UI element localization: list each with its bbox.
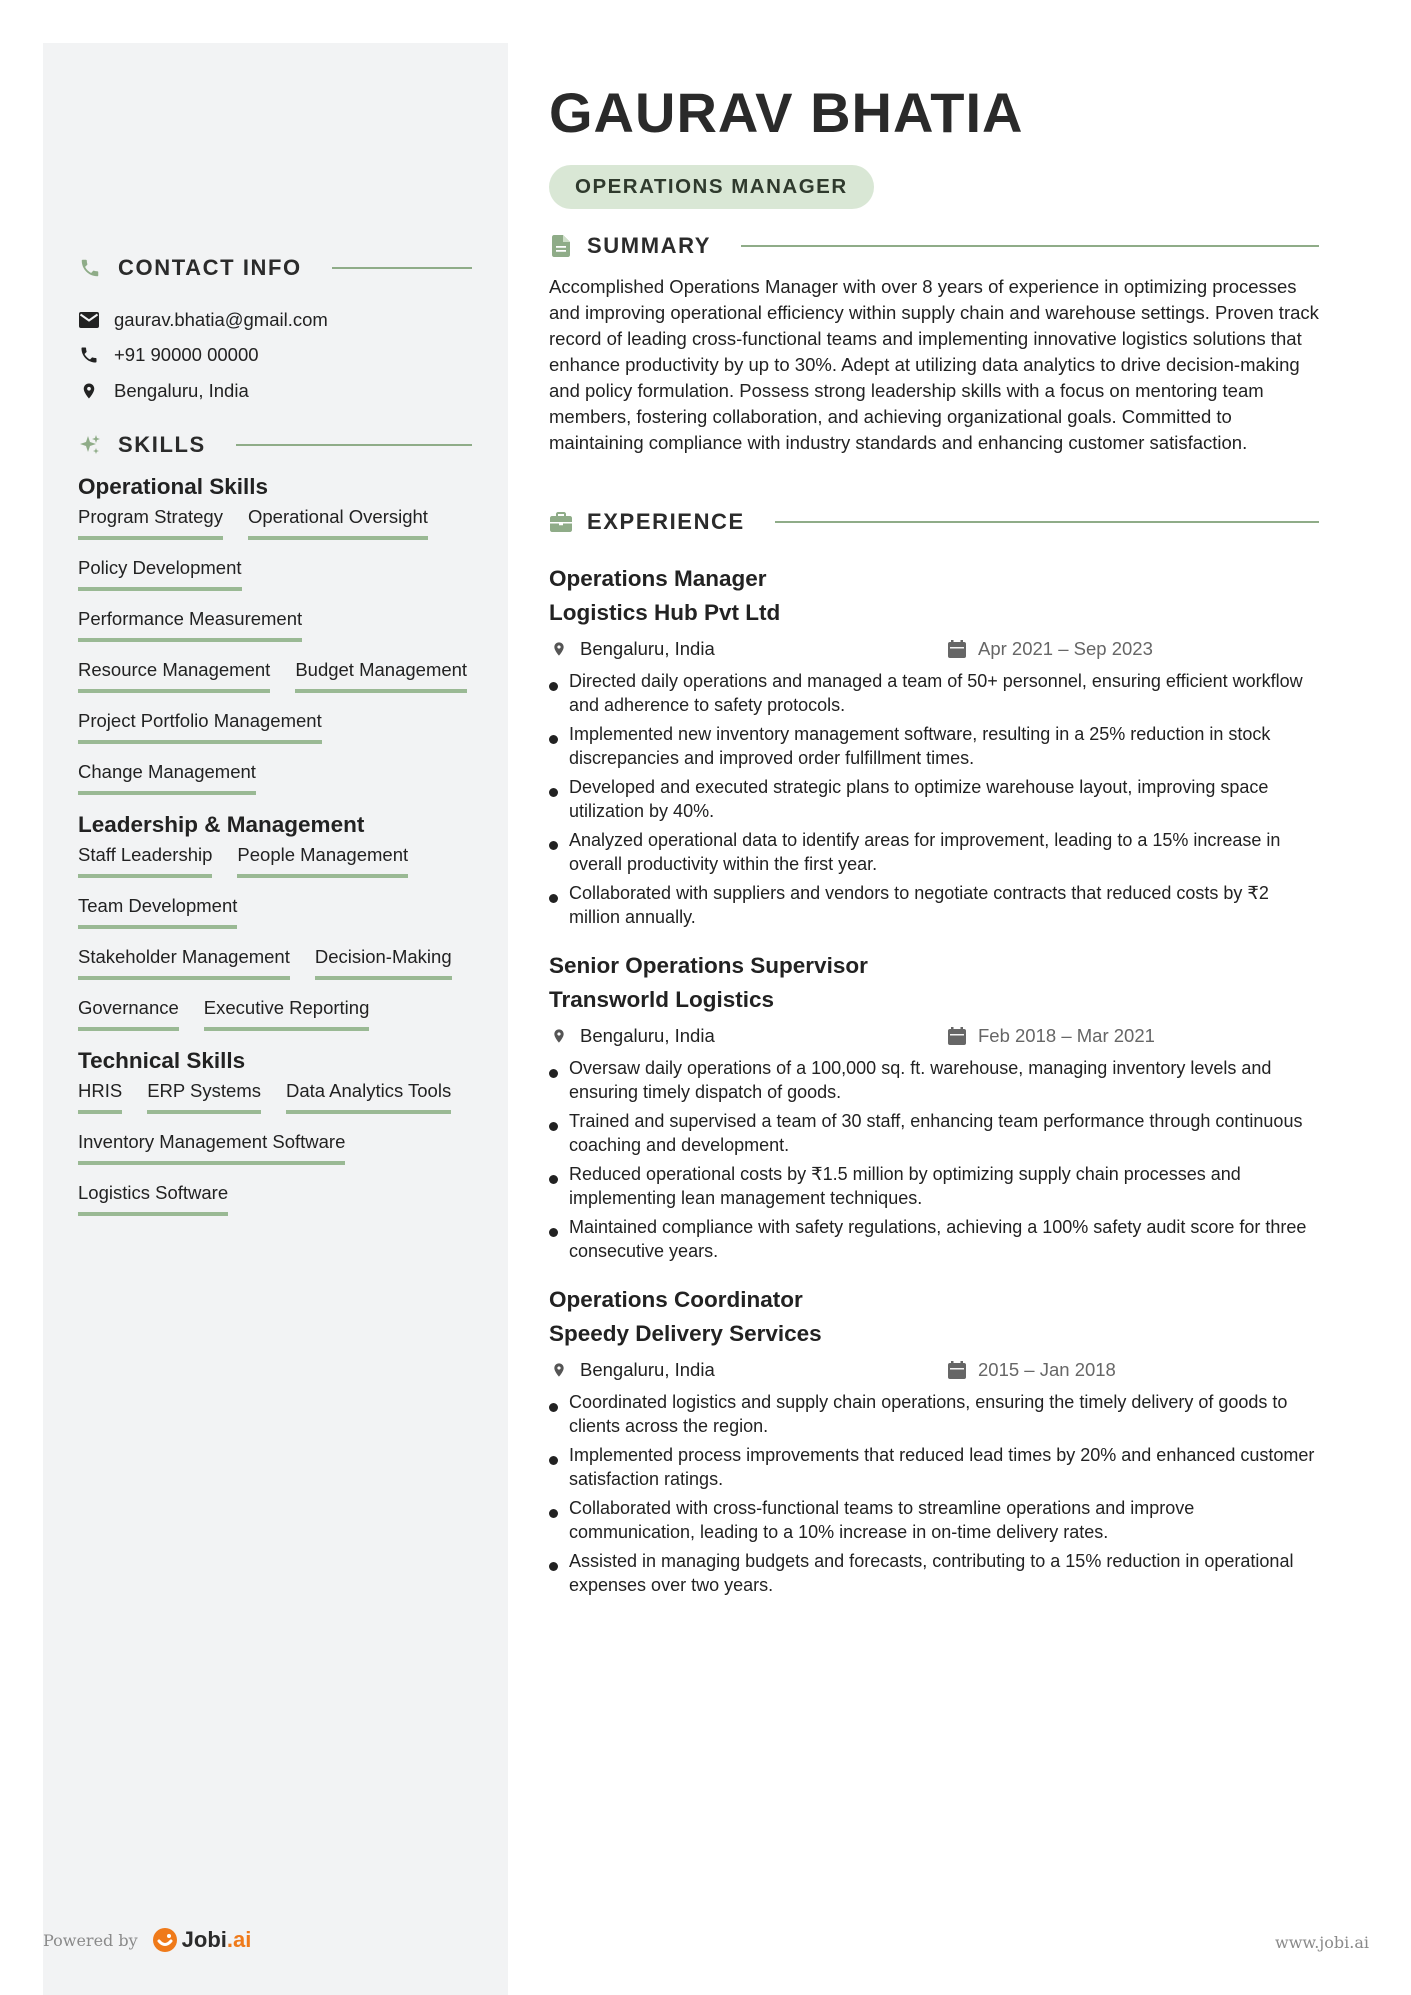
job-dates bbox=[947, 1025, 1155, 1047]
skill-chip: Operational Oversight bbox=[248, 505, 428, 540]
summary-title: SUMMARY bbox=[587, 233, 712, 258]
job-bullets bbox=[549, 670, 1319, 929]
job-bullet: Developed and executed strategic plans to optimize warehouse layout, improving space utilization by 40%. bbox=[549, 776, 1319, 823]
job-dates-text: Feb 2018 – Mar 2021 bbox=[978, 1025, 1155, 1046]
job-title-badge bbox=[549, 165, 874, 209]
job-location bbox=[549, 1025, 715, 1047]
skill-group-title: Leadership & Management bbox=[78, 811, 365, 837]
job-bullet: Oversaw daily operations of a 100,000 sq. ft. warehouse, managing inventory levels and ensuring timely dispatch of goods. bbox=[549, 1057, 1319, 1104]
job-dates-text: 2015 – Jan 2018 bbox=[978, 1359, 1116, 1380]
location-pin-icon bbox=[549, 1026, 569, 1046]
job-meta bbox=[549, 1355, 1319, 1389]
summary-section bbox=[549, 226, 1319, 456]
job-bullet: Maintained compliance with safety regulations, achieving a 100% safety audit score for three consecutive years. bbox=[549, 1216, 1319, 1263]
skill-chips bbox=[78, 1079, 472, 1216]
briefcase-icon bbox=[549, 510, 573, 534]
skill-chip: Change Management bbox=[78, 760, 256, 795]
job-location-text: Bengaluru, India bbox=[580, 638, 715, 659]
job-bullet: Reduced operational costs by ₹1.5 million by optimizing supply chain processes and implementing lean management techniques. bbox=[549, 1163, 1319, 1210]
location-pin-icon bbox=[78, 380, 100, 402]
job-company: Speedy Delivery Services bbox=[549, 1321, 822, 1346]
skill-chip: People Management bbox=[237, 843, 408, 878]
powered-by bbox=[43, 1927, 251, 1953]
job-location-text: Bengaluru, India bbox=[580, 1025, 715, 1046]
summary-text: Accomplished Operations Manager with over 8 years of experience in optimizing processes and improving operational efficiency within supply chain and warehouse settings. Proven track record of leading cross-functional teams and implementing innovative logistics solutions that enhance productivity by up to 30%. Adept at utilizing data analytics to drive decision-making and policy formulation. Possess strong leadership skills with a focus on mentoring team members, fostering collaboration, and achieving organizational goals. Committed to maintaining compliance with industry standards and enhancing customer satisfaction. bbox=[549, 276, 1319, 453]
skill-chip: Executive Reporting bbox=[204, 996, 370, 1031]
skill-chip: HRIS bbox=[78, 1079, 122, 1114]
contact-phone[interactable]: +91 90000 00000 bbox=[114, 344, 259, 366]
job-dates bbox=[947, 1359, 1116, 1381]
skill-group-title: Technical Skills bbox=[78, 1047, 246, 1073]
contact-location-row bbox=[78, 373, 472, 409]
skill-chip: Logistics Software bbox=[78, 1181, 228, 1216]
powered-by-text: Powered by bbox=[43, 1930, 138, 1950]
contact-email-row bbox=[78, 302, 472, 338]
job-location bbox=[549, 638, 715, 660]
skill-chip: Resource Management bbox=[78, 658, 270, 693]
skill-chip: Inventory Management Software bbox=[78, 1130, 345, 1165]
job-role: Senior Operations Supervisor bbox=[549, 953, 868, 978]
jobi-logo-icon bbox=[152, 1927, 178, 1953]
skill-chip: Team Development bbox=[78, 894, 237, 929]
document-icon bbox=[549, 234, 573, 258]
skills-heading bbox=[78, 425, 472, 465]
job-bullet: Coordinated logistics and supply chain operations, ensuring the timely delivery of goods to clients across the region. bbox=[549, 1391, 1319, 1438]
location-pin-icon bbox=[549, 639, 569, 659]
phone-icon bbox=[78, 256, 102, 280]
skill-chip: Project Portfolio Management bbox=[78, 709, 322, 744]
section-divider bbox=[236, 444, 472, 446]
skill-chip: ERP Systems bbox=[147, 1079, 261, 1114]
job-company: Transworld Logistics bbox=[549, 987, 775, 1012]
job-bullet: Analyzed operational data to identify areas for improvement, leading to a 15% increase in overall productivity within the first year. bbox=[549, 829, 1319, 876]
experience-heading bbox=[549, 502, 1319, 542]
job-bullet: Implemented new inventory management software, resulting in a 25% reduction in stock discrepancies and improved order fulfillment times. bbox=[549, 723, 1319, 770]
skill-chip: Stakeholder Management bbox=[78, 945, 290, 980]
job-dates bbox=[947, 638, 1153, 660]
location-pin-icon bbox=[549, 1360, 569, 1380]
job-bullet: Directed daily operations and managed a team of 50+ personnel, ensuring efficient workflow and adherence to safety protocols. bbox=[549, 670, 1319, 717]
phone-icon bbox=[78, 344, 100, 366]
skill-group-leadership bbox=[78, 811, 472, 1031]
section-divider bbox=[332, 267, 472, 269]
job-meta bbox=[549, 634, 1319, 668]
job-bullet: Collaborated with suppliers and vendors to negotiate contracts that reduced costs by ₹2 million annually. bbox=[549, 882, 1319, 929]
job-dates-text: Apr 2021 – Sep 2023 bbox=[978, 638, 1153, 659]
brand-suffix: .ai bbox=[226, 1927, 252, 1952]
contact-list bbox=[78, 302, 472, 409]
sidebar-content bbox=[78, 248, 472, 1216]
skill-group-technical bbox=[78, 1047, 472, 1216]
skill-chip: Program Strategy bbox=[78, 505, 223, 540]
contact-info-title: CONTACT INFO bbox=[118, 255, 302, 280]
skill-chip: Data Analytics Tools bbox=[286, 1079, 451, 1114]
skills-title: SKILLS bbox=[118, 431, 206, 457]
contact-phone-row bbox=[78, 338, 472, 374]
job-location-text: Bengaluru, India bbox=[580, 1359, 715, 1380]
experience-title: EXPERIENCE bbox=[587, 509, 745, 534]
job-bullet: Implemented process improvements that reduced lead times by 20% and enhanced customer satisfaction ratings. bbox=[549, 1444, 1319, 1491]
candidate-name: GAURAV BHATIA bbox=[549, 81, 1024, 144]
contact-location: Bengaluru, India bbox=[114, 379, 249, 401]
job-company: Logistics Hub Pvt Ltd bbox=[549, 600, 781, 625]
brand-name: Jobi bbox=[181, 1927, 227, 1952]
email-icon bbox=[78, 309, 100, 331]
skill-chip: Decision-Making bbox=[315, 945, 452, 980]
job-bullets bbox=[549, 1391, 1319, 1597]
job-bullets bbox=[549, 1057, 1319, 1263]
job-entry bbox=[549, 1283, 1319, 1597]
experience-section bbox=[549, 502, 1319, 1603]
skill-chip: Policy Development bbox=[78, 556, 242, 591]
skill-chips bbox=[78, 505, 472, 795]
job-meta bbox=[549, 1021, 1319, 1055]
skill-group-operational bbox=[78, 473, 472, 795]
skill-group-title: Operational Skills bbox=[78, 473, 269, 499]
sidebar bbox=[43, 43, 508, 1995]
summary-heading bbox=[549, 226, 1319, 266]
section-divider bbox=[741, 245, 1319, 247]
skill-chip: Governance bbox=[78, 996, 179, 1031]
job-role: Operations Coordinator bbox=[549, 1287, 803, 1312]
calendar-icon bbox=[947, 639, 967, 659]
job-location bbox=[549, 1359, 715, 1381]
contact-info-heading bbox=[78, 248, 472, 288]
job-entry bbox=[549, 949, 1319, 1263]
calendar-icon bbox=[947, 1026, 967, 1046]
job-title-text: OPERATIONS MANAGER bbox=[575, 175, 848, 198]
job-role: Operations Manager bbox=[549, 566, 767, 591]
skill-chip: Budget Management bbox=[295, 658, 467, 693]
calendar-icon bbox=[947, 1360, 967, 1380]
contact-email[interactable]: gaurav.bhatia@gmail.com bbox=[114, 308, 328, 330]
skill-chip: Performance Measurement bbox=[78, 607, 302, 642]
jobi-logo[interactable] bbox=[152, 1927, 252, 1953]
job-bullet: Assisted in managing budgets and forecasts, contributing to a 15% reduction in operational expenses over two years. bbox=[549, 1550, 1319, 1597]
skill-chip: Staff Leadership bbox=[78, 843, 212, 878]
section-divider bbox=[775, 521, 1319, 523]
job-bullet: Collaborated with cross-functional teams to streamline operations and improve communication, leading to a 10% increase in on-time delivery rates. bbox=[549, 1497, 1319, 1544]
footer-url[interactable]: www.jobi.ai bbox=[1275, 1933, 1369, 1952]
skill-chips bbox=[78, 843, 472, 1031]
sparkle-icon bbox=[78, 433, 102, 457]
job-bullet: Trained and supervised a team of 30 staff, enhancing team performance through continuous coaching and development. bbox=[549, 1110, 1319, 1157]
job-entry bbox=[549, 562, 1319, 929]
